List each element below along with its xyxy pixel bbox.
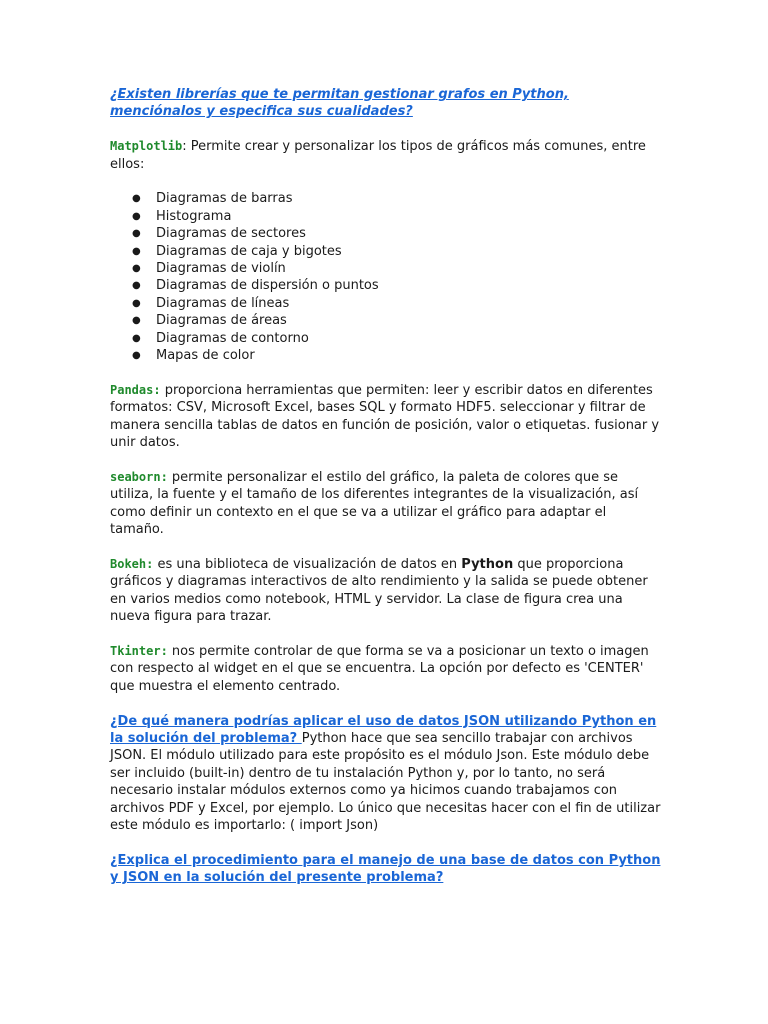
bullet-icon: ● <box>132 297 141 309</box>
bullet-icon: ● <box>132 245 141 257</box>
list-item: ● Diagramas de barras <box>132 191 293 207</box>
tkinter-text: nos permite controlar de que forma se va a posicionar un texto o imagen con respecto al widget en el que se encuentra. La opción por defecto es 'CENTER' que muestra el elemento centrado. <box>110 643 649 694</box>
list-item: ● Diagramas de caja y bigotes <box>132 243 342 259</box>
seaborn-term: seaborn: <box>110 469 168 484</box>
document-page <box>110 86 662 887</box>
bokeh-term: Bokeh: <box>110 556 154 571</box>
seaborn-text: permite personalizar el estilo del gráfico, la paleta de colores que se utiliza, la fuente y el tamaño de los diferentes integrantes de la visualización, así como definir un contexto en el que se va a utilizar el gráfico para adaptar el tamaño. <box>110 469 639 538</box>
question-1-text: ¿Existen librerías que te permitan gestionar grafos en Python, menciónalos y especifica sus cualidades? <box>110 87 569 120</box>
bokeh-paragraph <box>110 556 662 626</box>
list-item: ● Diagramas de sectores <box>132 226 306 242</box>
question-3 <box>110 852 662 887</box>
list-item: ● Diagramas de contorno <box>132 330 309 346</box>
bokeh-text-after: que proporciona gráficos y diagramas interactivos de alto rendimiento y la salida se puede obtener en varios medios como notebook, HTML y servidor. La clase de figura crea una nueva figura para trazar. <box>110 556 648 625</box>
bokeh-text-before: es una biblioteca de visualización de datos en <box>153 556 462 572</box>
list-item: ● Diagramas de dispersión o puntos <box>132 278 379 294</box>
pandas-term: Pandas: <box>110 382 161 397</box>
bullet-icon: ● <box>132 228 141 240</box>
list-item: ● Diagramas de violín <box>132 261 286 277</box>
bullet-icon: ● <box>132 350 141 362</box>
question-1 <box>110 86 662 121</box>
question-3-text: ¿Explica el procedimiento para el manejo de una base de datos con Python y JSON en la solución del presente problema? <box>110 852 661 886</box>
question-2-paragraph <box>110 713 662 835</box>
bullet-icon: ● <box>132 332 141 344</box>
list-item: ● Mapas de color <box>132 348 255 364</box>
seaborn-paragraph <box>110 469 662 539</box>
bullet-icon: ● <box>132 210 141 222</box>
question-2-text: ¿De qué manera podrías aplicar el uso de datos JSON utilizando Python en la solución del problema? <box>110 713 657 746</box>
bullet-icon: ● <box>132 263 141 275</box>
chart-types-list <box>110 190 662 364</box>
bullet-icon: ● <box>132 315 141 327</box>
question-2-answer: Python hace que sea sencillo trabajar con archivos JSON. El módulo utilizado para este propósito es el módulo Json. Este módulo debe ser incluido (built-in) dentro de tu instalación Python y, por lo tanto, no será necesario instalar módulos externos como ya hicimos cuando trabajamos con archivos PDF y Excel, por ejemplo. Lo único que necesitas hacer con el fin de utilizar este módulo es importarlo: ( import Json) <box>110 730 661 833</box>
list-item: ● Histograma <box>132 208 232 224</box>
bokeh-python-bold: Python <box>461 556 514 572</box>
matplotlib-paragraph <box>110 138 662 173</box>
list-item: ● Diagramas de áreas <box>132 313 287 329</box>
bullet-icon: ● <box>132 193 141 205</box>
pandas-paragraph <box>110 382 662 452</box>
tkinter-paragraph <box>110 643 662 695</box>
pandas-text: proporciona herramientas que permiten: leer y escribir datos en diferentes formatos: CSV, Microsoft Excel, bases SQL y formato HDF5. seleccionar y filtrar de manera sencilla tablas de datos en función de posición, valor o etiquetas. fusionar y unir datos. <box>110 382 660 451</box>
list-item: ● Diagramas de líneas <box>132 295 290 311</box>
matplotlib-term: Matplotlib <box>110 139 183 154</box>
tkinter-term: Tkinter: <box>110 643 168 658</box>
matplotlib-text: : Permite crear y personalizar los tipos de gráficos más comunes, entre ellos: <box>110 139 646 172</box>
bullet-icon: ● <box>132 280 141 292</box>
